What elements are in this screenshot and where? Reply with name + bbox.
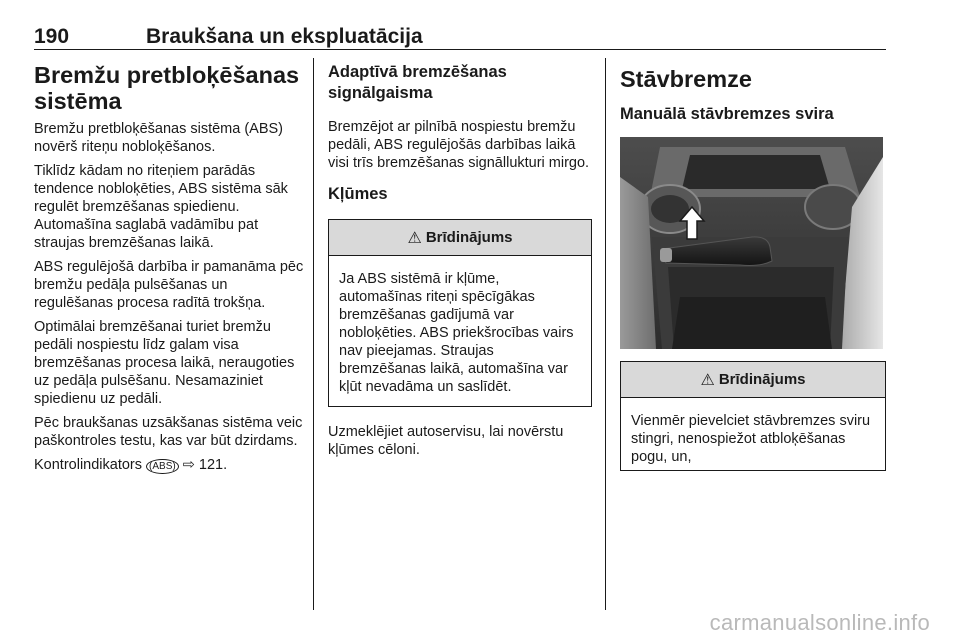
abs-paragraph: Tiklīdz kādam no riteņiem parādās tendence nobloķēties, ABS sistēma sāk regulēt bremzēšanas spiedienu. Automašīna saglabā vadāmību pat straujas bremzēšanas laikā. (34, 163, 288, 251)
page-number: 190 (34, 25, 70, 48)
warning-text: Ja ABS sistēmā ir kļūme, automašīnas riteņi spēcīgākas bremzēšanas gadījumā var nobloķēties. ABS priekšrocības vairs nav pieejamas. Straujas bremzēšanas laikā, automašīna var kļūt nevadāma un saslīdēt. (339, 271, 574, 395)
column-divider-right (605, 58, 606, 610)
watermark: carmanualsonline.info (709, 610, 930, 635)
running-title: Braukšana un ekspluatācija (146, 25, 423, 48)
warning-box-parking-brake (620, 361, 886, 471)
column-parking-brake (620, 62, 886, 471)
abs-heading-line2: sistēma (34, 88, 122, 114)
parking-brake-lever-photo (620, 137, 883, 349)
parking-brake-heading: Stāvbremze (620, 66, 752, 92)
abs-paragraph: Bremžu pretbloķēšanas sistēma (ABS) novērš riteņu nobloķēšanos. (34, 121, 284, 155)
indicator-reference (34, 456, 304, 476)
column-brake-light (328, 62, 592, 465)
indicator-page-link[interactable]: 121. (198, 457, 228, 473)
brake-light-heading (328, 62, 592, 104)
brake-light-heading-line1: Adaptīvā bremzēšanas (328, 63, 507, 81)
abs-heading (34, 62, 304, 114)
service-paragraph: Uzmeklējiet autoservisu, lai novērstu kļūmes cēloni. (328, 424, 564, 458)
brake-light-paragraph: Bremzējot ar pilnībā nospiestu bremžu pedāli, ABS regulējošās darbības laikā visi trīs bremzēšanas signāllukturi mirgo. (328, 119, 590, 171)
warning-triangle-icon: ⚠ (700, 371, 715, 389)
page-ref-arrow-icon: ⇨ (182, 457, 195, 473)
warning-body (621, 398, 885, 476)
abs-paragraph: Pēc braukšanas uzsākšanas sistēma veic paškontroles testu, kas var būt dzirdams. (34, 415, 303, 449)
warning-text: Vienmēr pievelciet stāvbremzes sviru stingri, nenospiežot atbloķēšanas pogu, un, (631, 413, 871, 465)
warning-triangle-icon: ⚠ (407, 229, 422, 247)
warning-header (621, 362, 885, 398)
column-divider-left (313, 58, 314, 610)
abs-heading-line1: Bremžu pretbloķēšanas (34, 62, 300, 88)
faults-heading: Kļūmes (328, 185, 388, 203)
abs-indicator-icon: (ABS) (146, 459, 179, 474)
warning-body (329, 256, 591, 406)
column-abs (34, 62, 304, 482)
manual-lever-heading: Manuālā stāvbremzes svira (620, 105, 834, 123)
page-header (34, 16, 886, 50)
indicator-label: Kontrolindikators (34, 457, 142, 473)
warning-header (329, 220, 591, 256)
warning-box-abs-fault (328, 219, 592, 407)
abs-paragraph: ABS regulējošā darbība ir pamanāma pēc bremžu pedāļa pulsēšanas un regulēšanas procesa radītā trokšņa. (34, 259, 304, 311)
abs-paragraph: Optimālai bremzēšanai turiet bremžu pedāli nospiestu līdz galam visa bremzēšanas procesa laikā, neraugoties uz pedāļa pulsēšanu. Nesamaziniet spiedienu uz pedāli. (34, 319, 295, 407)
warning-label: Brīdinājums (425, 229, 513, 246)
warning-label: Brīdinājums (718, 371, 806, 388)
brake-light-heading-line2: signālgaisma (328, 84, 433, 102)
